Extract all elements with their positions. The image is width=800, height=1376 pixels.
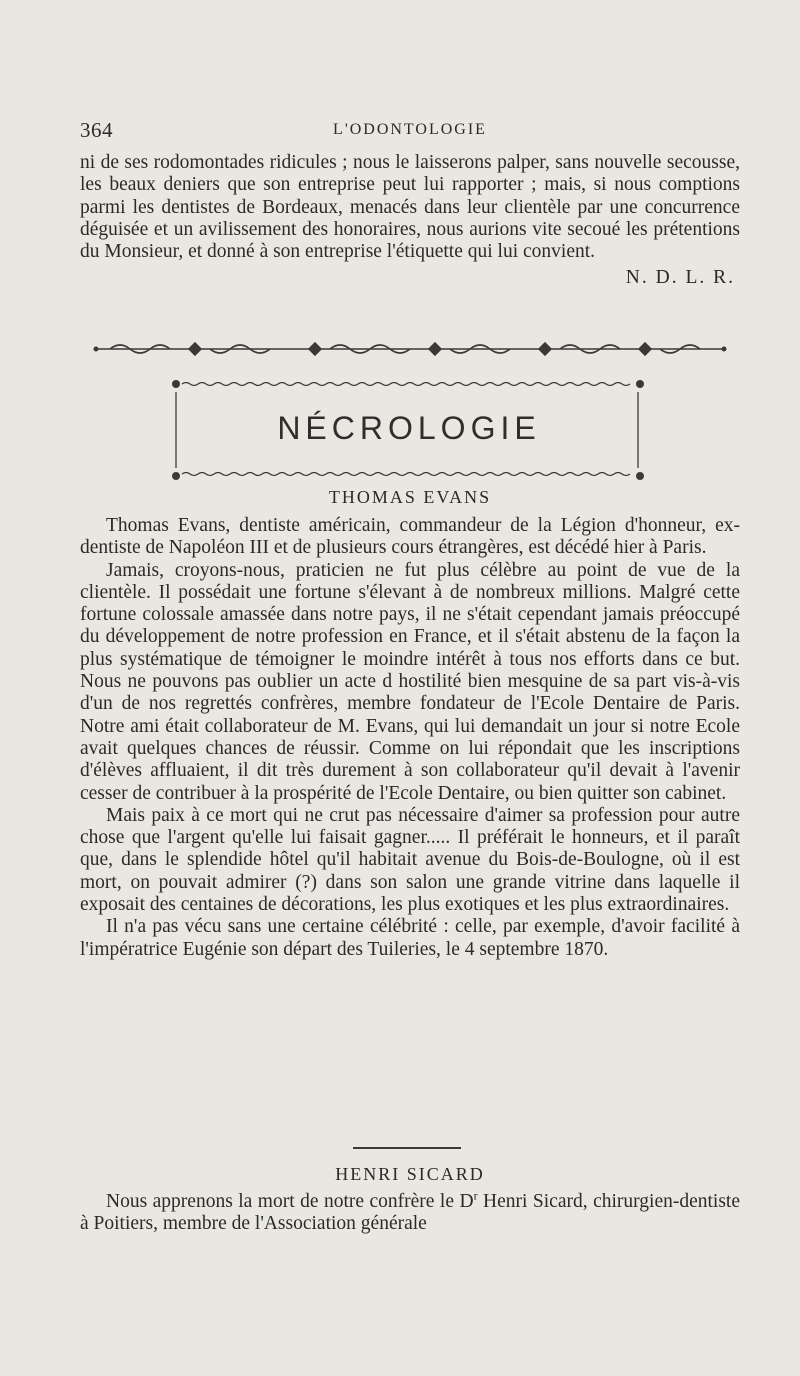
page-header	[80, 118, 740, 142]
page-number: 364	[80, 118, 113, 142]
evans-paragraph: Mais paix à ce mort qui ne crut pas nécessaire d'aimer sa profession pour autre chose que l'argent qu'elle lui faisait gagner..... Il préférait le honneurs, et il paraît que, dans le splendide hôtel qu'il habitait avenue du Bois-de-Boulogne, où il est mort, on pouvait admirer (?) dans son salon une grande vitrine dans laquelle il exposait des centaines de décorations, les plus exotiques et les plus extraordinaires.	[80, 804, 740, 916]
section-title: NÉCROLOGIE	[277, 410, 541, 446]
doctor-abbreviation-superscript: r	[473, 1188, 478, 1203]
evans-paragraph: Thomas Evans, dentiste américain, commandeur de la Légion d'honneur, ex-dentiste de Napoléon III et de plusieurs cours étrangères, est décédé hier à Paris.	[80, 515, 740, 559]
intro-paragraph: ni de ses rodomontades ridicules ; nous le laisserons palper, sans nouvelle secousse, les beaux deniers que son entreprise peut lui rapporter ; mais, si nous comptions parmi les dentistes de Bordeaux, menacés dans leur clientèle par une concurrence déguisée et un avilissement des honoraires, nous aurions vite secoué les prétentions du Monsieur, et donné à son entreprise l'étiquette qui lui convient.	[80, 152, 740, 263]
running-head: L'ODONTOLOGIE	[333, 121, 487, 138]
evans-paragraph: Il n'a pas vécu sans une certaine célébrité : celle, par exemple, d'avoir facilité à l'impératrice Eugénie son départ des Tuileries, le 4 septembre 1870.	[80, 916, 740, 960]
article-heading-evans: THOMAS EVANS	[328, 487, 492, 507]
intro-block	[80, 152, 740, 290]
sicard-paragraph	[80, 1188, 740, 1236]
evans-paragraph: Jamais, croyons-nous, praticien ne fut plus célèbre au point de vue de la clientèle. Il possédait une fortune s'élevant à de nombreux millions. Malgré cette fortune colossale amassée dans notre pays, il ne s'était cependant jamais préoccupé du développement de notre profession en France, et il s'était abstenu de la façon la plus systématique de témoigner le moindre intérêt à tous nos efforts dans ce but. Nous ne pouvons pas oublier un acte d hostilité bien mesquine de sa part vis-à-vis d'un de nos regrettés confrères, membre fondateur de l'Ecole Dentaire de Paris. Notre ami était collaborateur de M. Evans, qui lui demandait un jour si notre Ecole avait quelques chances de réussir. Comme on lui répondait que les inscriptions d'élèves affluaient, il dit très durement à son collaborateur qu'il devait à l'avenir cesser de contribuer à la prospérité de l'Ecole Dentaire, ou bien quitter son cabinet.	[80, 559, 740, 804]
sicard-text-start: Nous apprenons la mort de notre confrère le D	[106, 1191, 474, 1212]
ornamental-divider	[90, 340, 730, 358]
article-heading-sicard: HENRI SICARD	[335, 1164, 485, 1184]
editorial-signature: N. D. L. R.	[625, 267, 735, 289]
section-rule	[353, 1147, 461, 1149]
evans-article	[80, 515, 740, 961]
sicard-text-end: Henri Sicard, chirurgien-dentiste à Poitiers, membre de l'Association générale	[80, 1191, 740, 1235]
sicard-article	[80, 1188, 740, 1236]
section-title-frame	[168, 376, 650, 486]
